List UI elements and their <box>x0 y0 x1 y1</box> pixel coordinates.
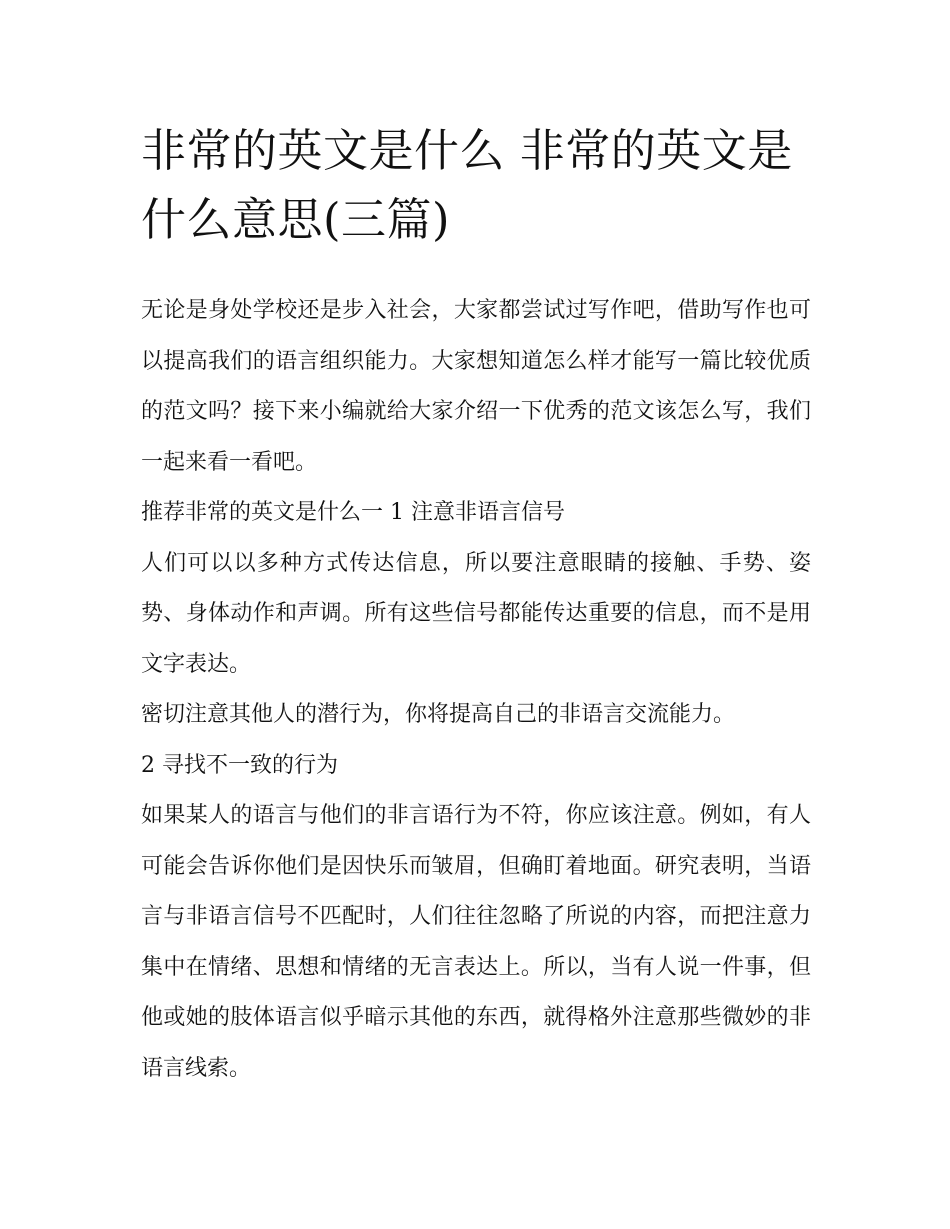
paragraph-attention: 密切注意其他人的潜行为，你将提高自己的非语言交流能力。 <box>141 702 736 727</box>
paragraph-inconsistent-behavior: 如果某人的语言与他们的非言语行为不符，你应该注意。例如，有人可能会告诉你他们是因快乐而皱眉，但确盯着地面。研究表明，当语言与非语言信号不匹配时，人们往往忽略了所说的内容，而把注意力集中在情绪、思想和情绪的无言表达上。所以，当有人说一件事，但他或她的肢体语言似乎暗示其他的东西，就得格外注意那些微妙的非语言线索。 <box>141 803 811 1081</box>
document-title: 非常的英文是什么 非常的英文是什么意思(三篇) <box>141 124 793 246</box>
section-heading-2: 2 寻找不一致的行为 <box>141 752 338 778</box>
intro-paragraph: 无论是身处学校还是步入社会，大家都尝试过写作吧，借助写作也可以提高我们的语言组织能力。大家想知道怎么样才能写一篇比较优质的范文吗？接下来小编就给大家介绍一下优秀的范文该怎么写，我们一起来看一看吧。 <box>141 298 811 475</box>
document-content <box>141 116 811 1094</box>
document-body <box>141 286 811 1094</box>
paragraph-nonverbal-signals: 人们可以以多种方式传达信息，所以要注意眼睛的接触、手势、姿势、身体动作和声调。所有这些信号都能传达重要的信息，而不是用文字表达。 <box>141 550 811 677</box>
section-heading-1: 推荐非常的英文是什么一 1 注意非语言信号 <box>141 500 565 525</box>
